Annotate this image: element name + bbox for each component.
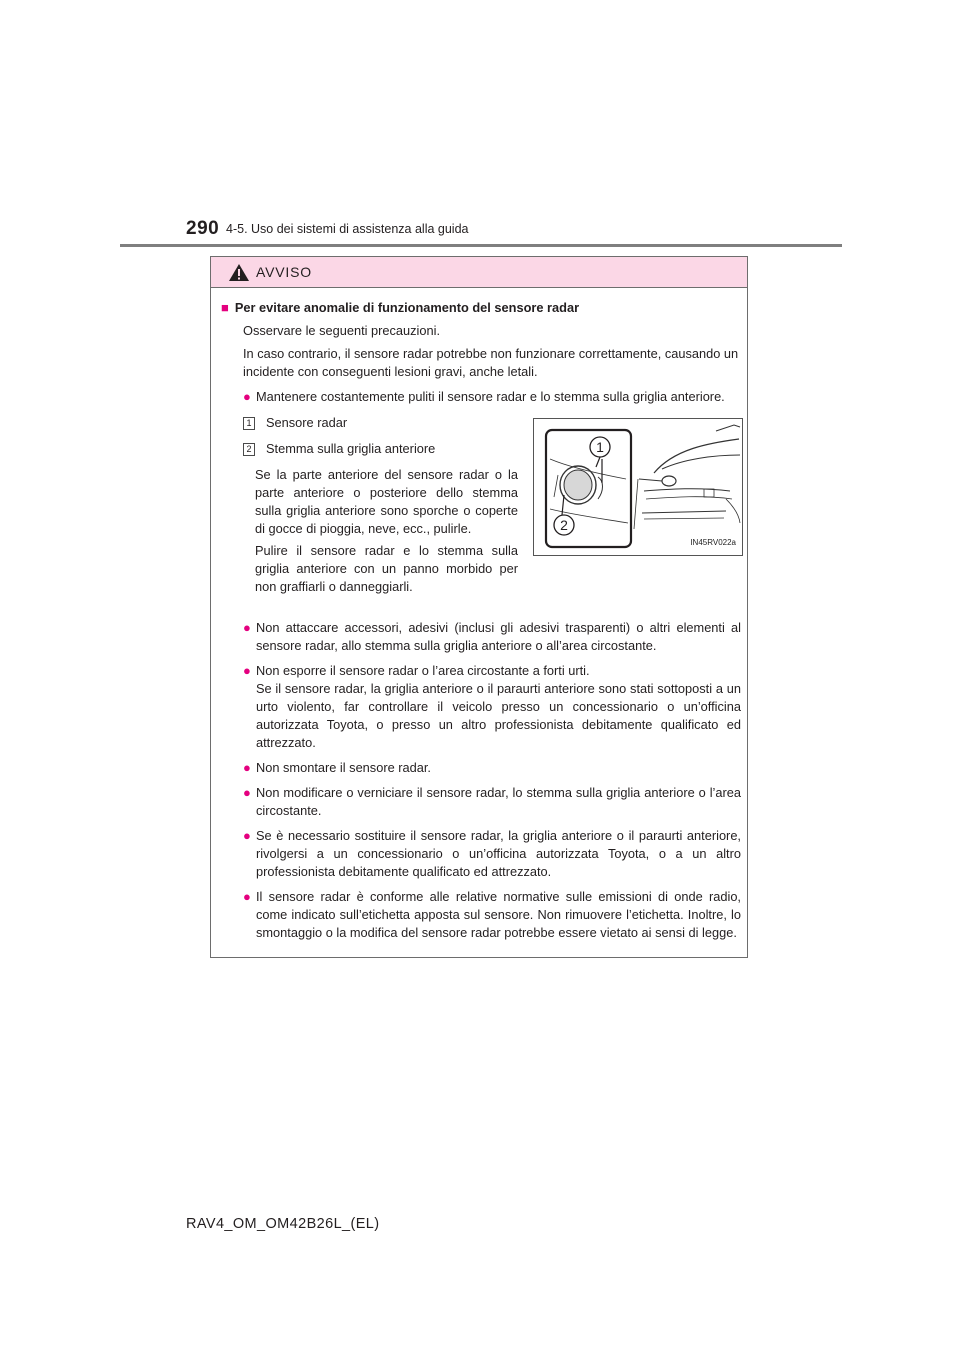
bullet-dot-icon: ● bbox=[243, 389, 251, 404]
bullet-item bbox=[243, 388, 741, 406]
section-title: 4-5. Uso dei sistemi di assistenza alla guida bbox=[226, 222, 469, 236]
warning-heading-text: Per evitare anomalie di funzionamento del sensore radar bbox=[234, 300, 580, 315]
radar-sensor-illustration bbox=[533, 418, 743, 556]
bullet-item bbox=[243, 827, 741, 881]
legend-item-1 bbox=[243, 414, 518, 432]
figure-legend bbox=[243, 414, 518, 596]
intro-text-1: Osservare le seguenti precauzioni. bbox=[243, 323, 441, 338]
bullet-dot-icon: ● bbox=[243, 663, 251, 678]
legend-item-2 bbox=[243, 440, 518, 458]
header-rule bbox=[120, 244, 842, 247]
bullet-text: Se è necessario sostituire il sensore radar, la griglia anteriore o il paraurti anteriore, rivolgersi a un concessionario o un’officina autorizzata Toyota, o a un altro professionista debitamente qualificato ed attrezzato. bbox=[256, 828, 741, 879]
warning-title: AVVISO bbox=[256, 264, 312, 280]
legend-label-1: Sensore radar bbox=[266, 415, 348, 430]
bullet-text: Mantenere costantemente puliti il sensore radar e lo stemma sulla griglia anteriore. bbox=[256, 389, 725, 404]
bullet-text: Non esporre il sensore radar o l’area circostante a forti urti. Se il sensore radar, la griglia anteriore o il paraurti anteriore sono stati sottoposti a un urto violento, far controllare il veicolo presso un concessionario o un’officina autorizzata Toyota, o presso un altro professionista debitamente qualificato ed attrezzato. bbox=[256, 663, 741, 750]
warning-triangle-icon bbox=[228, 263, 250, 282]
bullet-item bbox=[243, 662, 741, 752]
bullet-item bbox=[243, 784, 741, 820]
bullet-dot-icon: ● bbox=[243, 785, 251, 800]
warning-header bbox=[211, 257, 747, 288]
bullet-dot-icon: ● bbox=[243, 889, 251, 904]
bullet-item bbox=[243, 619, 741, 655]
warning-box bbox=[210, 256, 748, 958]
figure-paragraph-1: Se la parte anteriore del sensore radar o la parte anteriore o posteriore dello stemma sulla griglia anteriore sono sporche o coperte di gocce di pioggia, neve, ecc., pulirle. bbox=[255, 467, 518, 536]
figure-paragraph-2: Pulire il sensore radar e lo stemma sulla griglia anteriore con un panno morbido per non graffiarli o danneggiarli. bbox=[255, 543, 518, 594]
bullet-dot-icon: ● bbox=[243, 620, 251, 635]
bullet-dot-icon: ● bbox=[243, 760, 251, 775]
intro-text-2: In caso contrario, il sensore radar potrebbe non funzionare correttamente, causando un incidente con conseguenti lesioni gravi, anche letali. bbox=[243, 346, 739, 379]
callout-1-label: 1 bbox=[596, 439, 604, 455]
image-code: IN45RV022a bbox=[690, 538, 736, 547]
figure-block bbox=[221, 414, 741, 612]
square-bullet-icon: ■ bbox=[221, 300, 229, 315]
legend-label-2: Stemma sulla griglia anteriore bbox=[266, 441, 436, 456]
bullet-item bbox=[243, 888, 741, 942]
bullet-text: Non smontare il sensore radar. bbox=[256, 760, 431, 775]
bullet-text: Non modificare o verniciare il sensore radar, lo stemma sulla griglia anteriore o l’area circostante. bbox=[256, 785, 741, 818]
page-number: 290 bbox=[186, 218, 220, 239]
legend-number-1: 1 bbox=[243, 417, 255, 430]
bullet-text: Il sensore radar è conforme alle relative normative sulle emissioni di onde radio, come indicato sull’etichetta apposta sul sensore. Non rimuovere l’etichetta. Inoltre, lo smontaggio o la modifica del sensore radar potrebbe essere vietato ai sensi di legge. bbox=[256, 889, 741, 940]
legend-number-2: 2 bbox=[243, 443, 255, 456]
bullet-text: Non attaccare accessori, adesivi (inclusi gli adesivi trasparenti) o altri elementi al sensore radar, allo stemma sulla griglia anteriore o all’area circostante. bbox=[256, 620, 741, 653]
warning-body bbox=[211, 288, 747, 957]
bullet-item bbox=[243, 759, 741, 777]
warning-heading bbox=[221, 299, 741, 317]
callout-2-label: 2 bbox=[560, 517, 568, 533]
document-code: RAV4_OM_OM42B26L_(EL) bbox=[186, 1216, 380, 1232]
bullet-dot-icon: ● bbox=[243, 828, 251, 843]
